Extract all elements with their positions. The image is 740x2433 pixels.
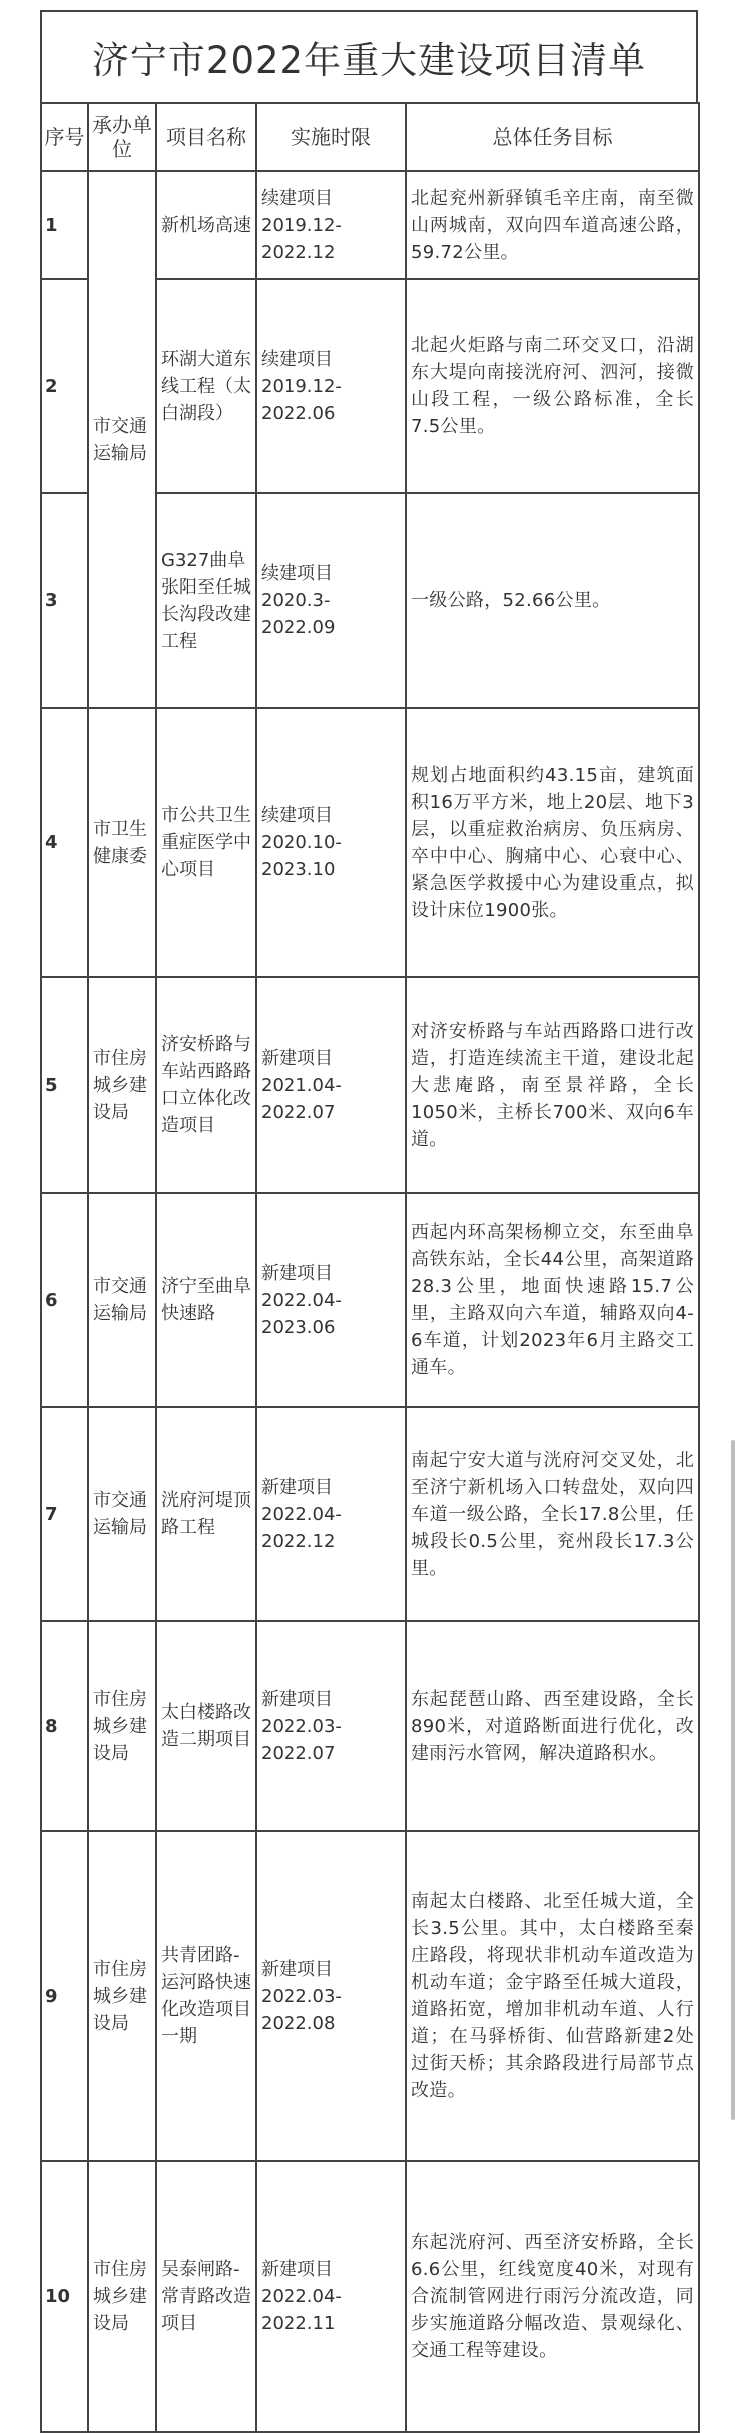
row-unit: 市住房城乡建设局	[88, 1831, 156, 2161]
row-period: 新建项目2022.04-2023.06	[256, 1193, 406, 1407]
row-name: 太白楼路改造二期项目	[156, 1621, 256, 1831]
row-unit: 市交通运输局	[88, 171, 156, 708]
row-goal: 南起宁安大道与洸府河交叉处，北至济宁新机场入口转盘处，双向四车道一级公路，全长17.8公里，任城段长0.5公里，兖州段长17.3公里。	[406, 1407, 699, 1621]
table-row	[41, 977, 699, 1193]
row-index: 4	[41, 708, 88, 977]
row-name: 环湖大道东线工程（太白湖段）	[156, 279, 256, 493]
header-index: 序号	[41, 103, 88, 171]
row-period: 新建项目2022.04-2022.11	[256, 2161, 406, 2432]
row-name: G327曲阜张阳至任城长沟段改建工程	[156, 493, 256, 708]
row-index: 7	[41, 1407, 88, 1621]
row-unit: 市住房城乡建设局	[88, 2161, 156, 2432]
header-period: 实施时限	[256, 103, 406, 171]
row-index: 8	[41, 1621, 88, 1831]
row-goal: 规划占地面积约43.15亩，建筑面积16万平方米，地上20层、地下3层，以重症救治病房、负压病房、卒中中心、胸痛中心、心衰中心、紧急医学救援中心为建设重点，拟设计床位1900张。	[406, 708, 699, 977]
row-index: 5	[41, 977, 88, 1193]
row-period: 新建项目2022.03-2022.07	[256, 1621, 406, 1831]
row-goal: 东起洸府河、西至济安桥路，全长6.6公里，红线宽度40米，对现有合流制管网进行雨污分流改造，同步实施道路分幅改造、景观绿化、交通工程等建设。	[406, 2161, 699, 2432]
row-index: 1	[41, 171, 88, 279]
row-period: 新建项目2022.04-2022.12	[256, 1407, 406, 1621]
row-name: 新机场高速	[156, 171, 256, 279]
row-name: 市公共卫生重症医学中心项目	[156, 708, 256, 977]
row-index: 2	[41, 279, 88, 493]
table-row	[41, 2161, 699, 2432]
project-list-sheet	[40, 10, 698, 2433]
table-row	[41, 708, 699, 977]
table-row	[41, 171, 699, 279]
row-period: 续建项目2019.12-2022.12	[256, 171, 406, 279]
row-unit: 市交通运输局	[88, 1407, 156, 1621]
row-name: 济安桥路与车站西路路口立体化改造项目	[156, 977, 256, 1193]
header-name: 项目名称	[156, 103, 256, 171]
row-goal: 一级公路，52.66公里。	[406, 493, 699, 708]
row-goal: 东起琵琶山路、西至建设路，全长890米，对道路断面进行优化，改建雨污水管网，解决道路积水。	[406, 1621, 699, 1831]
project-table	[40, 102, 700, 2433]
row-name: 洸府河堤顶路工程	[156, 1407, 256, 1621]
row-period: 续建项目2020.3-2022.09	[256, 493, 406, 708]
header-goal: 总体任务目标	[406, 103, 699, 171]
row-goal: 南起太白楼路、北至任城大道，全长3.5公里。其中，太白楼路至秦庄路段，将现状非机动车道改造为机动车道；金宇路至任城大道段，道路拓宽，增加非机动车道、人行道；在马驿桥街、仙营路新建2处过街天桥；其余路段进行局部节点改造。	[406, 1831, 699, 2161]
row-goal: 对济安桥路与车站西路路口进行改造，打造连续流主干道，建设北起大悲庵路，南至景祥路，全长1050米，主桥长700米、双向6车道。	[406, 977, 699, 1193]
row-index: 3	[41, 493, 88, 708]
table-header-row	[41, 103, 699, 171]
row-index: 6	[41, 1193, 88, 1407]
row-period: 新建项目2022.03-2022.08	[256, 1831, 406, 2161]
row-period: 新建项目2021.04-2022.07	[256, 977, 406, 1193]
row-unit: 市卫生健康委	[88, 708, 156, 977]
table-row	[41, 1407, 699, 1621]
table-row	[41, 1831, 699, 2161]
page-title: 济宁市2022年重大建设项目清单	[40, 10, 698, 102]
row-period: 续建项目2020.10-2023.10	[256, 708, 406, 977]
row-name: 吴泰闸路-常青路改造项目	[156, 2161, 256, 2432]
row-name: 济宁至曲阜快速路	[156, 1193, 256, 1407]
row-unit: 市交通运输局	[88, 1193, 156, 1407]
row-unit: 市住房城乡建设局	[88, 977, 156, 1193]
scrollbar[interactable]	[731, 1440, 735, 2120]
row-name: 共青团路-运河路快速化改造项目一期	[156, 1831, 256, 2161]
table-row	[41, 1193, 699, 1407]
row-index: 10	[41, 2161, 88, 2432]
row-period: 续建项目2019.12-2022.06	[256, 279, 406, 493]
table-row	[41, 1621, 699, 1831]
row-goal: 西起内环高架杨柳立交，东至曲阜高铁东站，全长44公里，高架道路28.3公里，地面快速路15.7公里，主路双向六车道，辅路双向4-6车道，计划2023年6月主路交工通车。	[406, 1193, 699, 1407]
row-goal: 北起兖州新驿镇毛辛庄南，南至微山两城南，双向四车道高速公路，59.72公里。	[406, 171, 699, 279]
row-unit: 市住房城乡建设局	[88, 1621, 156, 1831]
header-unit: 承办单位	[88, 103, 156, 171]
row-goal: 北起火炬路与南二环交叉口，沿湖东大堤向南接洸府河、泗河，接微山段工程，一级公路标准，全长7.5公里。	[406, 279, 699, 493]
row-index: 9	[41, 1831, 88, 2161]
